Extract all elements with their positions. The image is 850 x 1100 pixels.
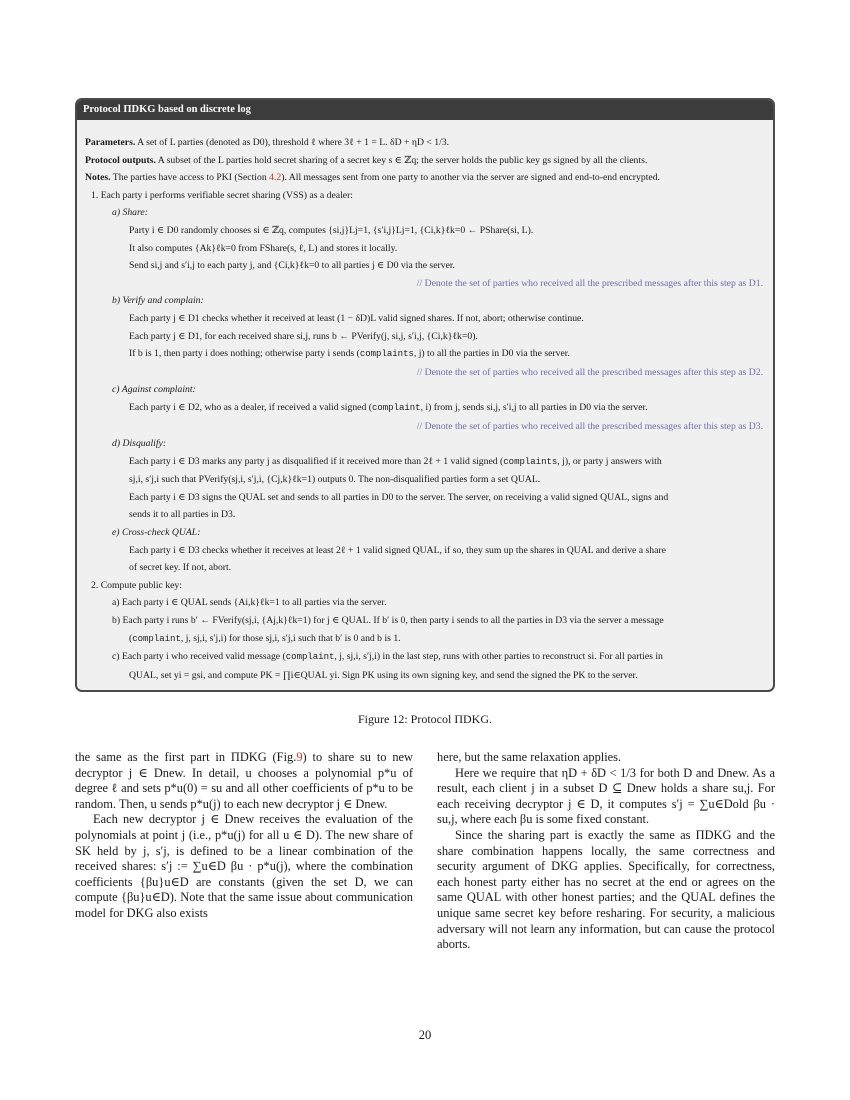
disqualify-line-1a: Each party i ∈ D3 marks any party j as disqualified if it received more than 2ℓ + 1 valid signed ( (129, 455, 504, 467)
right-column (437, 750, 775, 953)
verify-line-2: Each party j ∈ D1, for each received share si,j, runs b ← PVerify(j, si,j, s′i,j, {Ci,k}ℓk=0). (129, 330, 478, 342)
step-2b-line-2b: , j, sj,i, s′j,i) for those sj,i, s′j,i such that b′ is 0 and b is 1. (180, 632, 401, 644)
step-2c-line-2: QUAL, set yi = gsi, and compute PK = ∏i∈QUAL yi. Sign PK using its own signing key, and send the signed the PK to the server. (129, 669, 638, 681)
step-2b-line-2a: ( (129, 632, 133, 644)
disqualify-line-2: sj,i, s′j,i such that PVerify(sj,i, s′j,i, {Cj,k}ℓk=1) outputs 0. The non-disqualified parties form a set QUAL. (129, 474, 541, 486)
outputs-line (85, 152, 765, 170)
step-1: 1. Each party i performs verifiable secret sharing (VSS) as a dealer: (91, 189, 353, 201)
disqualify-line-1 (85, 453, 765, 472)
parameters-text: A set of L parties (denoted as D0), threshold ℓ where 3ℓ + 1 = L. δD + ηD < 1/3. (135, 137, 450, 148)
disqualify-line-1b: , j), or party j answers with (557, 455, 662, 467)
share-line-2: It also computes {Ak}ℓk=0 from FShare(s, ℓ, L) and stores it locally. (129, 242, 398, 254)
left-p1-a: the same as the first part in ΠDKG (Fig. (75, 750, 297, 764)
share-comment: // Denote the set of parties who received all the prescribed messages after this step as D1. (416, 277, 763, 289)
left-p1-b: ) to share su to new decryptor j ∈ Dnew. In detail, u chooses a polynomial p*u of degree ℓ and sets p*u(0) = su and all other coefficients of p*u to be random. Then, u sends p*u(j) to each new decryptor j ∈ Dnew. (75, 750, 413, 811)
crosscheck-heading: e) Cross-check QUAL: (112, 527, 201, 539)
verify-line-1: Each party j ∈ D1 checks whether it received at least (1 − δD)L valid signed shares. If not, abort; otherwise continue. (129, 312, 584, 324)
parameters-line (85, 134, 765, 152)
complaint-line-1b: , i) from j, sends si,j, s′i,j to all parties in D0 via the server. (420, 401, 648, 413)
crosscheck-line-1: Each party i ∈ D3 checks whether it receives at least 2ℓ + 1 valid signed QUAL, if so, they sum up the shares in QUAL and derive a share (129, 544, 666, 556)
protocol-title: Protocol ΠDKG based on discrete log (77, 100, 773, 120)
verify-line-3a: If b is 1, then party i does nothing; otherwise party i sends ( (129, 348, 360, 360)
parameters-label: Parameters. (85, 137, 136, 148)
figure-caption: Figure 12: Protocol ΠDKG. (358, 712, 492, 726)
verify-heading: b) Verify and complain: (112, 295, 204, 307)
disqualify-heading: d) Disqualify: (112, 438, 167, 450)
step-2: 2. Compute public key: (91, 579, 182, 591)
outputs-text: A subset of the L parties hold secret sharing of a secret key s ∈ ℤq; the server holds the public key gs signed by all the clients. (155, 154, 648, 166)
step-2c-line-1b: , j, sj,i, s′j,i) in the last step, runs with other parties to reconstruct si. For all parties in (334, 651, 663, 663)
right-paragraph-2: Here we require that ηD + δD < 1/3 for both D and Dnew. As a result, each client j in a subset D ⊆ Dnew holds a share su,j. For each receiving decryptor j ∈ D, it computes s′j = ∑u∈Dold βu · su,j, where each βu is some fixed constant. (437, 765, 775, 827)
protocol-body (77, 120, 773, 684)
step-2c-line-1 (85, 648, 765, 667)
notes-text-a: The parties have access to PKI (Section (110, 172, 270, 184)
notes-label: Notes. (85, 172, 111, 184)
complaint-line-1 (85, 399, 765, 418)
disqualify-line-4: sends it to all parties in D3. (129, 509, 236, 521)
complaint-keyword: complaint (132, 633, 181, 644)
complaint-comment: // Denote the set of parties who received all the prescribed messages after this step as D3. (416, 420, 763, 432)
step-2b-line-1: b) Each party i runs b′ ← FVerify(sj,i, {Aj,k}ℓk=1) for j ∈ QUAL. If b′ is 0, then party i sends to all the parties in D3 via the server a message (112, 615, 664, 627)
step-2b-line-2 (85, 630, 765, 649)
left-paragraph-1 (75, 750, 413, 812)
step-2c-line-1a: c) Each party i who received valid message ( (112, 651, 286, 663)
complaint-keyword: complaint (285, 652, 335, 663)
notes-text-b: ). All messages sent from one party to another via the server are signed and end-to-end encrypted. (281, 172, 660, 184)
share-line-3: Send si,j and s′i,j to each party j, and {Ci,k}ℓk=0 to all parties j ∈ D0 via the server. (129, 260, 455, 272)
outputs-label: Protocol outputs. (85, 154, 156, 166)
share-line-1: Party i ∈ D0 randomly chooses si ∈ ℤq, computes {si,j}Lj=1, {s′i,j}Lj=1, {Ci,k}ℓk=0 ← PShare(si, L). (129, 224, 534, 236)
complaint-keyword: complaint (371, 402, 421, 413)
section-ref-link[interactable]: 4.2 (269, 172, 282, 184)
complaint-line-1a: Each party i ∈ D2, who as a dealer, if received a valid signed ( (129, 401, 372, 413)
share-heading: a) Share: (112, 207, 148, 219)
verify-comment: // Denote the set of parties who received all the prescribed messages after this step as D2. (416, 366, 763, 378)
notes-line (85, 169, 765, 187)
figure-ref-link[interactable]: 9 (296, 750, 303, 764)
step-2a: a) Each party i ∈ QUAL sends {Ai,k}ℓk=1 to all parties via the server. (112, 597, 387, 609)
verify-line-3b: , j) to all the parties in D0 via the server. (413, 348, 570, 360)
left-paragraph-2: Each new decryptor j ∈ Dnew receives the evaluation of the polynomials at point j (i.e., p*u(j) for all u ∈ D). The new share of SK held by j, s′j, is defined to be a linear combination of the received shares: s′j := ∑u∈D βu · p*u(j), where the combination coefficients {βu}u∈D are constants (given the set D, we can compute {βu}u∈D). Note that the same issue about communication model for DKG also exists (75, 812, 413, 920)
page-number: 20 (418, 1028, 432, 1042)
disqualify-line-3: Each party i ∈ D3 signs the QUAL set and sends to all parties in D0 to the server. The server, on receiving a valid signed QUAL, signs and (129, 491, 669, 503)
complaint-heading: c) Against complaint: (112, 384, 196, 396)
verify-line-3 (85, 345, 765, 364)
right-paragraph-3: Since the sharing part is exactly the same as ΠDKG and the share combination happens locally, the same correctness and security argument of DKG applies. Specifically, for correctness, each honest party either has no secret at the end or agrees on the same QUAL with other honest parties; and the QUAL defines the unique same secret key before resharing. For security, a malicious adversary will not learn any information, but can cause the protocol aborts. (437, 827, 775, 952)
protocol-box (75, 98, 775, 692)
complaints-keyword: complaints (359, 349, 414, 360)
crosscheck-line-2: of secret key. If not, abort. (129, 562, 232, 574)
complaints-keyword: complaints (503, 456, 558, 467)
left-column (75, 750, 413, 922)
right-paragraph-1: here, but the same relaxation applies. (437, 750, 622, 764)
